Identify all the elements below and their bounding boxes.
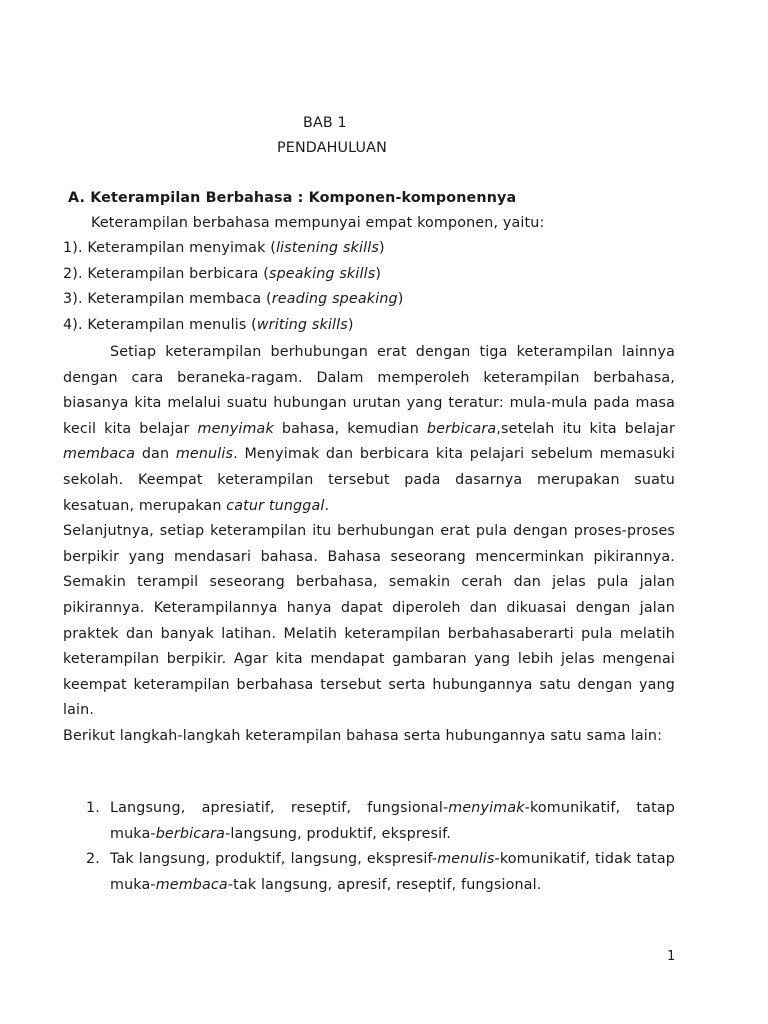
page-number: 1 bbox=[667, 949, 676, 964]
list-item: 1). Keterampilan menyimak (listening skills) bbox=[63, 240, 385, 256]
section-heading: A. Keterampilan Berbahasa : Komponen-komponennya bbox=[68, 190, 517, 206]
list-number: 2. bbox=[86, 851, 100, 868]
list-item: 3). Keterampilan membaca (reading speaking) bbox=[63, 291, 404, 307]
chapter-title: PENDAHULUAN bbox=[277, 140, 387, 156]
list-number: 1. bbox=[86, 800, 100, 816]
paragraph-3: Berikut langkah-langkah keterampilan bahasa serta hubungannya satu sama lain: bbox=[63, 727, 663, 744]
body-text bbox=[63, 340, 675, 750]
section-intro: Keterampilan berbahasa mempunyai empat komponen, yaitu: bbox=[91, 215, 545, 231]
list-item: 2. Tak langsung, produktif, langsung, ekspresif-menulis-komunikatif, tidak tatap muka-membaca-tak langsung, apresif, reseptif, fungsional. bbox=[63, 847, 675, 898]
list-item: 1. Langsung, apresiatif, reseptif, fungsional-menyimak-komunikatif, tatap muka-berbicara-langsung, produktif, ekspresif. bbox=[63, 796, 675, 847]
chapter-number: BAB 1 bbox=[303, 115, 347, 131]
steps-list bbox=[63, 796, 675, 898]
paragraph-1: Setiap keterampilan berhubungan erat dengan tiga keterampilan lainnya dengan cara beraneka-ragam. Dalam memperoleh keterampilan berbahasa, biasanya kita melalui suatu hubungan urutan yang teratur: mula-mula pada masa kecil kita belajar menyimak bahasa, kemudian berbicara,setelah itu kita belajar membaca dan menulis. Menyimak dan berbicara kita pelajari sebelum memasuki sekolah. Keempat keterampilan tersebut pada dasarnya merupakan suatu kesatuan, merupakan catur tunggal. bbox=[63, 344, 675, 514]
list-item: 4). Keterampilan menulis (writing skills) bbox=[63, 316, 354, 333]
component-list bbox=[63, 238, 404, 340]
paragraph-2: Selanjutnya, setiap keterampilan itu berhubungan erat pula dengan proses-proses berpikir yang mendasari bahasa. Bahasa seseorang mencerminkan pikirannya. Semakin terampil seseorang berbahasa, semakin cerah dan jelas pula jalan pikirannya. Keterampilannya hanya dapat diperoleh dan dikuasai dengan jalan praktek dan banyak latihan. Melatih keterampilan berbahasaberarti pula melatih keterampilan berpikir. Agar kita mendapat gambaran yang lebih jelas mengenai keempat keterampilan berbahasa tersebut serta hubungannya satu dengan yang lain. bbox=[63, 523, 675, 719]
list-item: 2). Keterampilan berbicara (speaking skills) bbox=[63, 265, 382, 282]
